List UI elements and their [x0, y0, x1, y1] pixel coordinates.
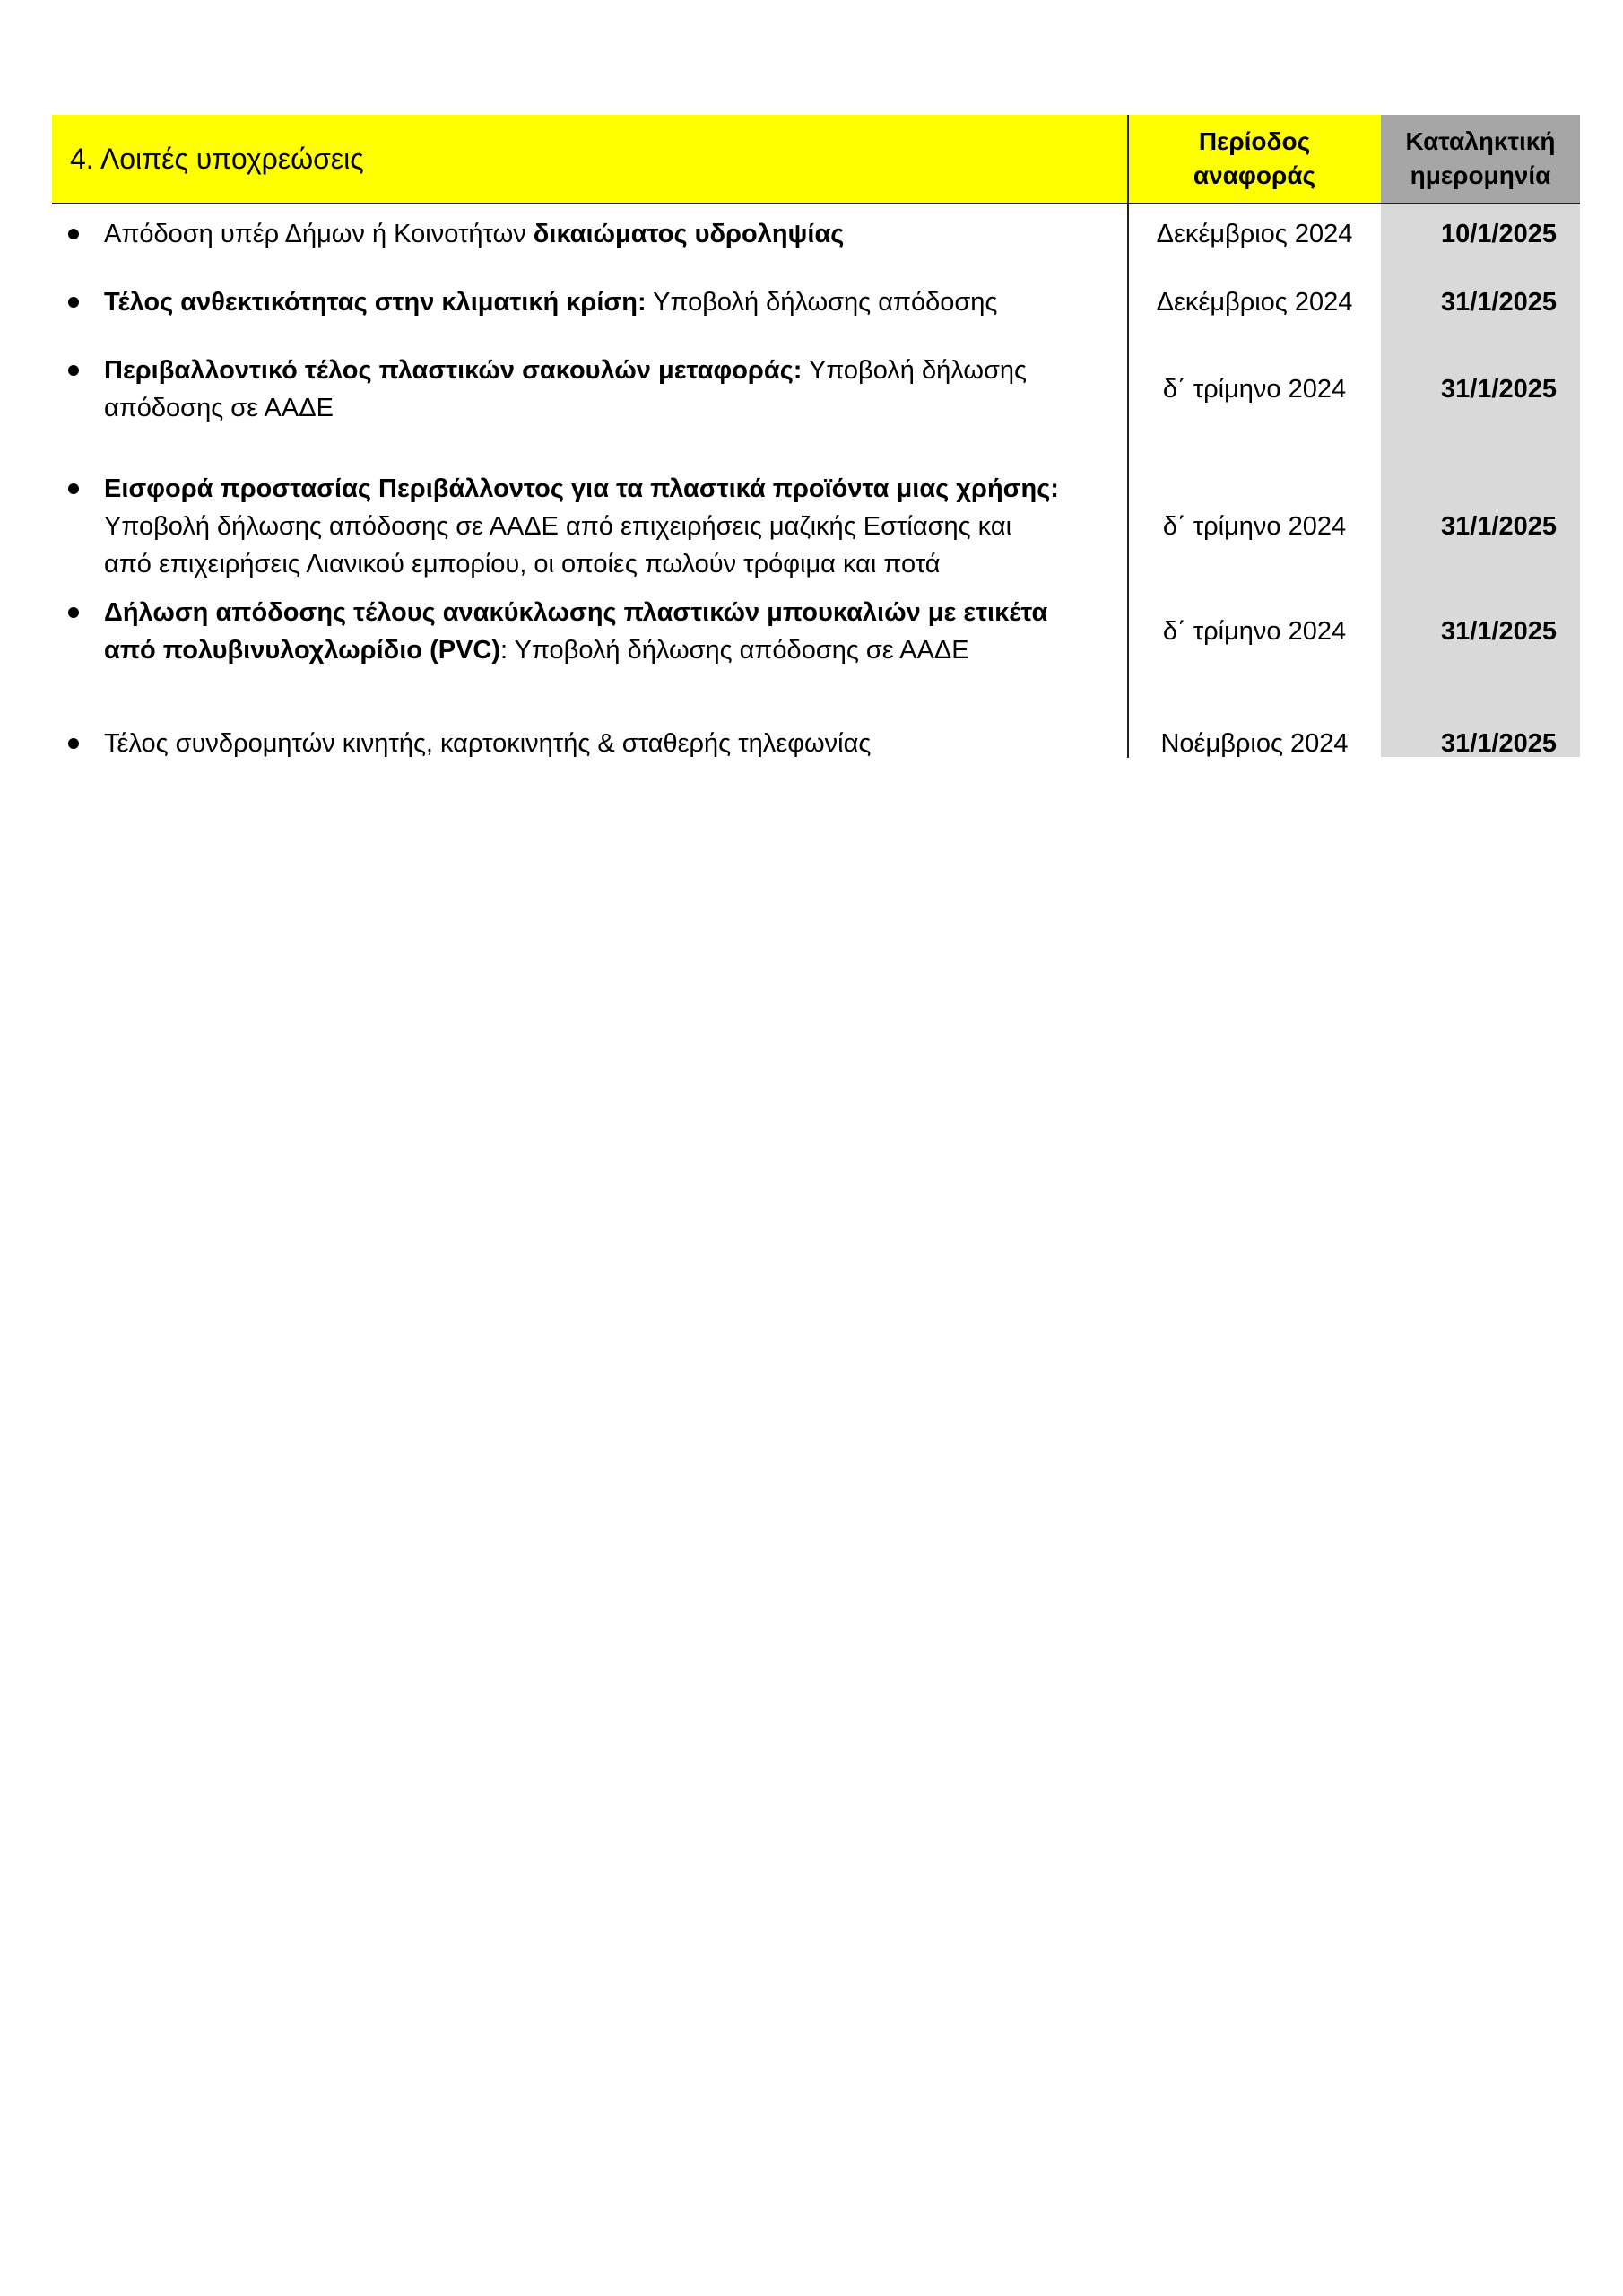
- table-row: [52, 215, 1580, 253]
- deadline-date: [1381, 283, 1580, 321]
- reporting-period: δ΄ τρίμηνο 2024: [1162, 375, 1347, 404]
- description-line: [104, 631, 1108, 669]
- section-title-cell: [52, 115, 1128, 203]
- table-row: [52, 725, 1580, 762]
- bold-text: Δήλωση απόδοσης τέλους ανακύκλωσης πλαστικών μπουκαλιών με ετικέτα: [104, 598, 1048, 627]
- description-line: [104, 352, 1108, 389]
- deadline-date-text: 31/1/2025: [1440, 617, 1557, 646]
- period-header-line-1: Περίοδος: [1198, 127, 1311, 155]
- obligations-table: [52, 115, 1580, 758]
- reporting-period: δ΄ τρίμηνο 2024: [1162, 512, 1347, 541]
- table-row: [52, 283, 1580, 321]
- text: : Υποβολή δήλωσης απόδοσης σε ΑΑΔΕ: [500, 636, 969, 665]
- deadline-date-text: 31/1/2025: [1440, 512, 1557, 541]
- text: Τέλος συνδρομητών κινητής, καρτοκινητής & σταθερής τηλεφωνίας: [104, 729, 872, 758]
- text: Υποβολή δήλωσης απόδοσης: [646, 288, 998, 317]
- row-description: [104, 283, 1108, 321]
- deadline-date: [1381, 508, 1580, 545]
- bold-text: Περιβαλλοντικό τέλος πλαστικών σακουλών μεταφοράς:: [104, 356, 803, 385]
- section-title: 4. Λοιπές υποχρεώσεις: [70, 142, 364, 175]
- table-row: [52, 352, 1580, 427]
- description-line: [104, 389, 1108, 427]
- bold-text: από πολυβινυλοχλωρίδιο (PVC): [104, 636, 501, 665]
- description-line: [104, 470, 1108, 508]
- bullet-icon: [68, 483, 79, 494]
- text: Υποβολή δήλωσης απόδοσης σε ΑΑΔΕ από επιχειρήσεις μαζικής Εστίασης και: [104, 512, 1012, 541]
- table-row: [52, 470, 1580, 583]
- table-header: [52, 115, 1580, 204]
- deadline-date-text: 31/1/2025: [1440, 375, 1557, 404]
- deadline-header-line-2: ημερομηνία: [1410, 161, 1551, 189]
- description-line: [104, 545, 1108, 583]
- period-header-cell: [1128, 115, 1381, 203]
- row-description: [104, 725, 1108, 762]
- deadline-date: [1381, 370, 1580, 408]
- deadline-header-cell: [1381, 115, 1580, 203]
- bullet-icon: [68, 229, 79, 239]
- text: Απόδοση υπέρ Δήμων ή Κοινοτήτων: [104, 220, 534, 248]
- text: από επιχειρήσεις Λιανικού εμπορίου, οι οποίες πωλούν τρόφιμα και ποτά: [104, 550, 941, 578]
- row-description: [104, 470, 1108, 583]
- description-line: [104, 283, 1108, 321]
- deadline-date: [1381, 613, 1580, 650]
- bold-text: Εισφορά προστασίας Περιβάλλοντος για τα πλαστικά προϊόντα μιας χρήσης:: [104, 474, 1059, 503]
- description-line: [104, 215, 1108, 253]
- deadline-header-line-1: Καταληκτική: [1405, 127, 1556, 155]
- reporting-period: Δεκέμβριος 2024: [1156, 220, 1353, 248]
- description-line: [104, 594, 1108, 631]
- table-body: [52, 204, 1580, 757]
- deadline-date-text: 31/1/2025: [1440, 288, 1557, 317]
- bold-text: Τέλος ανθεκτικότητας στην κλιματική κρίση:: [104, 288, 647, 317]
- reporting-period: Νοέμβριος 2024: [1160, 729, 1349, 758]
- bold-text: δικαιώματος υδροληψίας: [533, 220, 845, 248]
- description-line: [104, 725, 1108, 762]
- row-description: [104, 594, 1108, 669]
- description-line: [104, 508, 1108, 545]
- reporting-period: Δεκέμβριος 2024: [1156, 288, 1353, 317]
- bullet-icon: [68, 607, 79, 618]
- bullet-icon: [68, 365, 79, 376]
- deadline-date: [1381, 725, 1580, 762]
- table-row: [52, 594, 1580, 669]
- deadline-date-text: 31/1/2025: [1440, 729, 1557, 758]
- bullet-icon: [68, 297, 79, 308]
- reporting-period: δ΄ τρίμηνο 2024: [1162, 617, 1347, 646]
- row-description: [104, 352, 1108, 427]
- text: απόδοσης σε ΑΑΔΕ: [104, 394, 334, 422]
- period-header-line-2: αναφοράς: [1193, 161, 1316, 189]
- row-description: [104, 215, 1108, 253]
- deadline-date: [1381, 215, 1580, 253]
- bullet-icon: [68, 738, 79, 749]
- text: Υποβολή δήλωσης: [802, 356, 1027, 385]
- deadline-date-text: 10/1/2025: [1440, 220, 1557, 248]
